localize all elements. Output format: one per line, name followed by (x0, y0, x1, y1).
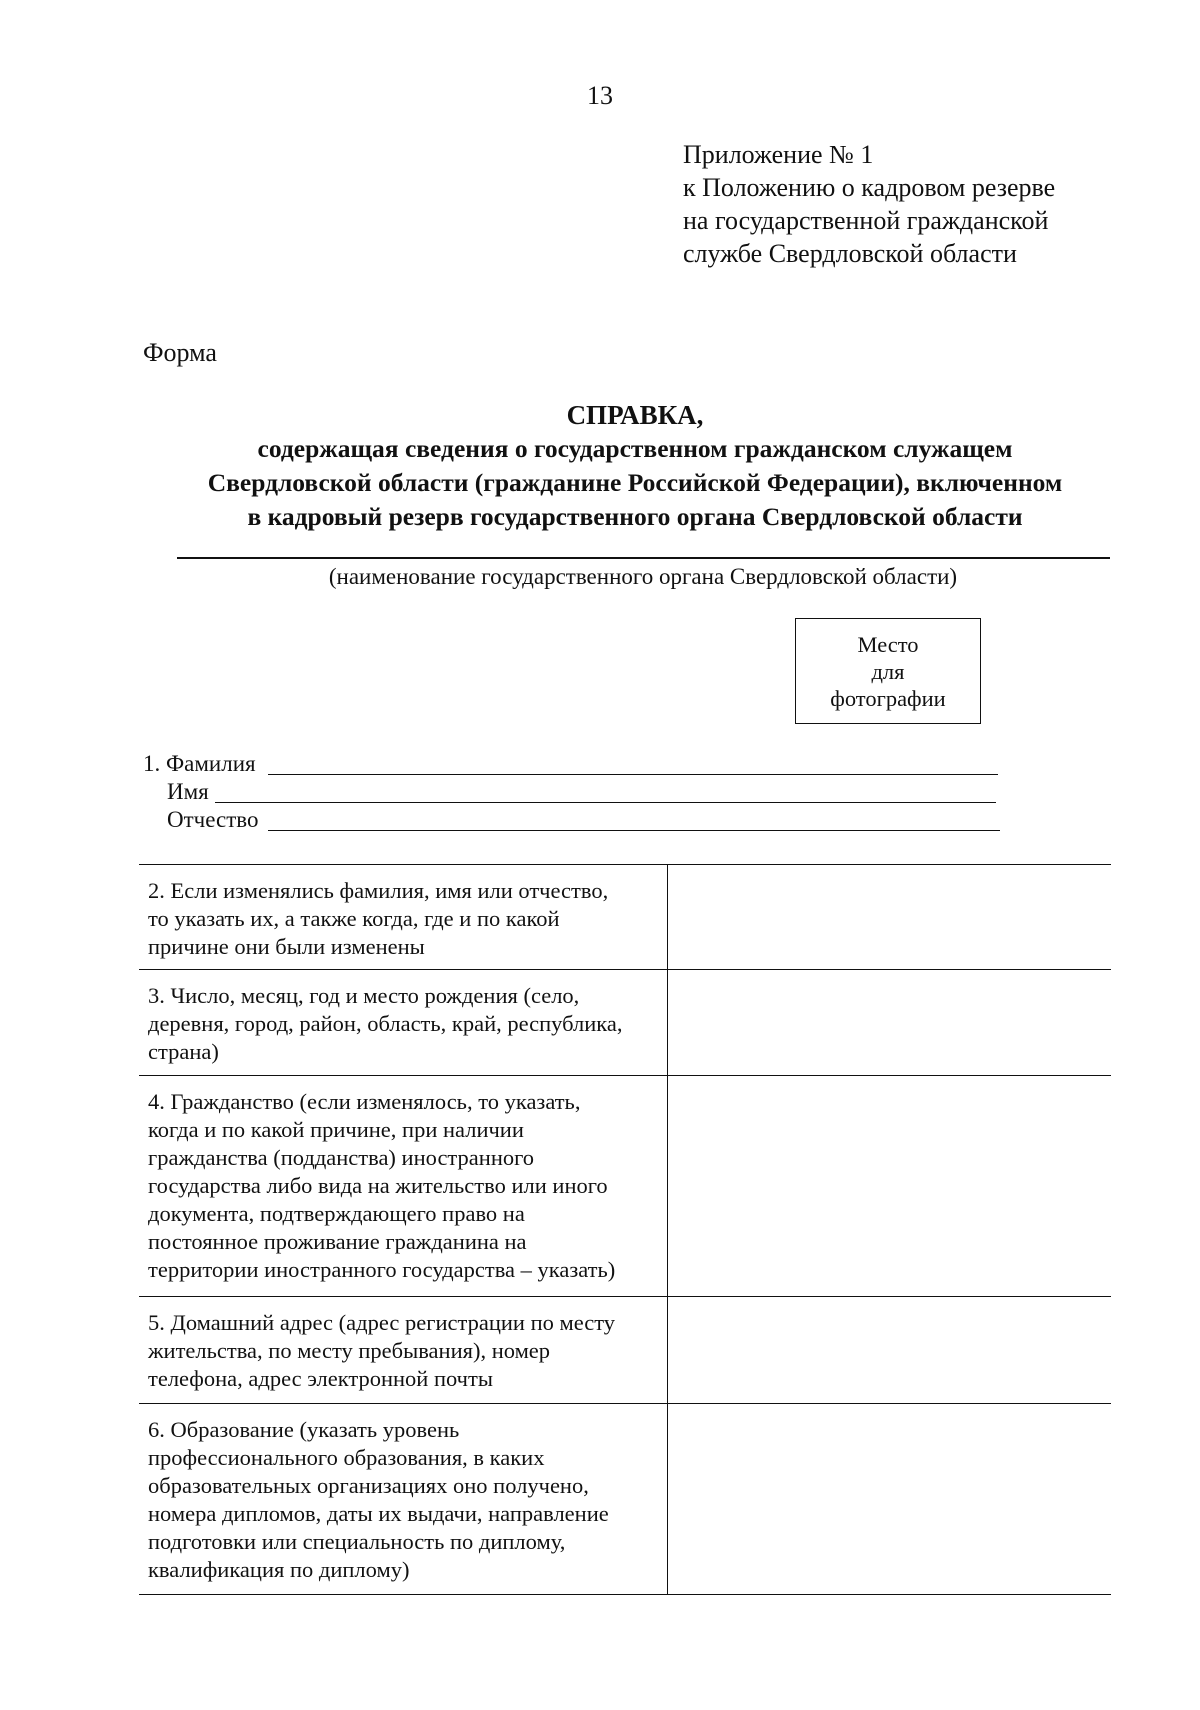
row-label-line: когда и по какой причине, при наличии (148, 1117, 524, 1142)
row-label (139, 865, 668, 969)
row-value-field[interactable] (668, 865, 1111, 969)
first-name-label: Имя (167, 779, 209, 804)
row-label-line: документа, подтверждающего право на (148, 1201, 525, 1226)
row-label-line: страна) (148, 1039, 219, 1064)
photo-box-line: Место (857, 632, 919, 657)
row-label-line: государства либо вида на жительство или иного (148, 1173, 608, 1198)
row-label-line: то указать их, а также когда, где и по какой (148, 906, 560, 931)
row-label-line: территории иностранного государства – указать) (148, 1257, 616, 1282)
photo-box-line: для (871, 659, 905, 684)
row-label (139, 1076, 668, 1296)
table-row (139, 1403, 1111, 1595)
row-label-line: постоянное проживание гражданина на (148, 1229, 527, 1254)
row-label-line: жительства, по месту пребывания), номер (148, 1338, 551, 1363)
document-title (0, 398, 1200, 534)
table-row (139, 864, 1111, 969)
appendix-line: службе Свердловской области (683, 239, 1017, 268)
row-label-line: квалификация по диплому) (148, 1557, 410, 1582)
row-label-line: образовательных организациях оно получено, (148, 1473, 589, 1498)
photo-placeholder (795, 618, 981, 724)
row-label-line: подготовки или специальность по диплому, (148, 1529, 566, 1554)
appendix-line: Приложение № 1 (683, 140, 874, 169)
row-label-line: деревня, город, район, область, край, республика, (148, 1011, 623, 1036)
title-line: содержащая сведения о государственном гражданском служащем (257, 434, 1013, 463)
row-value-field[interactable] (668, 1404, 1111, 1594)
row-label-line: 2. Если изменялись фамилия, имя или отчество, (148, 878, 609, 903)
row-value-field[interactable] (668, 970, 1111, 1075)
surname-field[interactable] (268, 774, 998, 775)
appendix-note (683, 138, 1055, 270)
row-label-line: причине они были изменены (148, 934, 425, 959)
row-label-line: 5. Домашний адрес (адрес регистрации по месту (148, 1310, 616, 1335)
org-name-field[interactable] (177, 557, 1110, 559)
title-main: СПРАВКА, (566, 400, 704, 430)
row-label-line: 6. Образование (указать уровень (148, 1417, 460, 1442)
row-label (139, 1297, 668, 1403)
appendix-line: на государственной гражданской (683, 206, 1049, 235)
title-line: в кадровый резерв государственного органа Свердловской области (247, 502, 1023, 531)
row-label-line: гражданства (подданства) иностранного (148, 1145, 535, 1170)
row-label-line: 4. Гражданство (если изменялось, то указать, (148, 1089, 581, 1114)
row-label-line: телефона, адрес электронной почты (148, 1366, 493, 1391)
row-value-field[interactable] (668, 1297, 1111, 1403)
row-value-field[interactable] (668, 1076, 1111, 1296)
photo-box-line: фотографии (830, 686, 946, 711)
row-label (139, 1404, 668, 1594)
row-label-line: номера дипломов, даты их выдачи, направление (148, 1501, 609, 1526)
row-label-line: 3. Число, месяц, год и место рождения (село, (148, 983, 580, 1008)
form-label: Форма (143, 338, 217, 367)
first-name-field[interactable] (215, 802, 996, 803)
appendix-line: к Положению о кадровом резерве (683, 173, 1056, 202)
table-row (139, 1296, 1111, 1403)
row-label-line: профессионального образования, в каких (148, 1445, 545, 1470)
info-table (139, 864, 1111, 1595)
patronymic-field[interactable] (268, 830, 1000, 831)
org-name-caption: (наименование государственного органа Свердловской области) (328, 564, 958, 589)
table-row (139, 969, 1111, 1075)
surname-label: 1. Фамилия (143, 751, 256, 776)
table-row (139, 1075, 1111, 1296)
page-number: 13 (587, 81, 613, 110)
patronymic-label: Отчество (167, 807, 259, 832)
row-label (139, 970, 668, 1075)
title-line: Свердловской области (гражданине Российской Федерации), включенном (207, 468, 1063, 497)
